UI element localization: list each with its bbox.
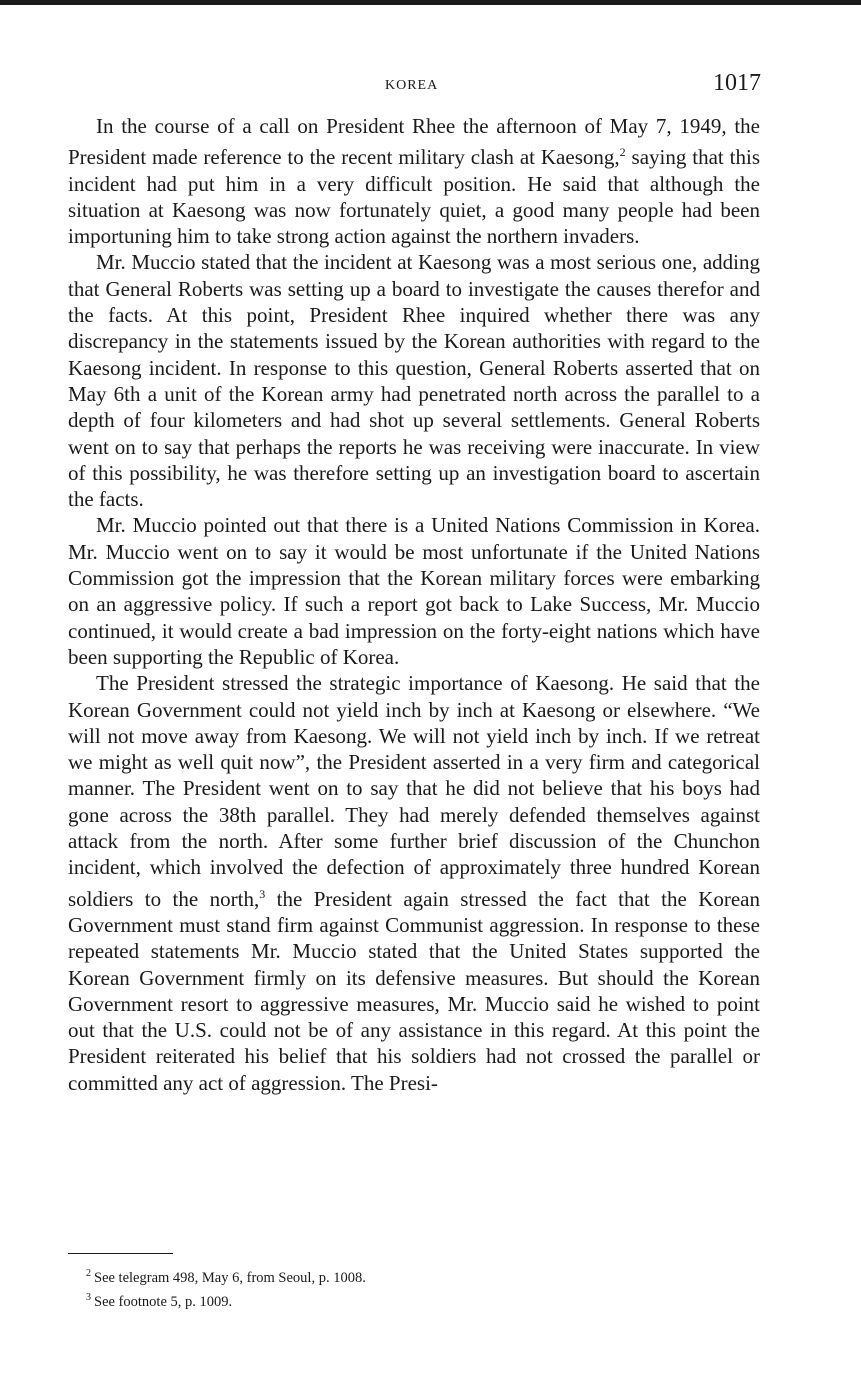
- footnote-ref-3: 3: [259, 886, 266, 901]
- footnote-3: $^3$ See footnote 5, p. 1009.: [86, 1291, 233, 1310]
- footnote-divider: [68, 1253, 173, 1254]
- paragraph-4: The President stressed the strategic importance of Kaesong. He said that the Korean Government could not yield inch by inch at Kaesong or elsewhere. “We will not move away from Kaesong. We will not yield inch by inch. If we retreat we might as well quit now”, the President asserted in a very firm and categorical manner. The President went on to say that he did not believe that his boys had gone across the 38th parallel. They had merely defended themselves against attack from the north. After some further brief discussion of the Chunchon incident, which involved the defection of approximately three hundred Korean soldiers to the north,$^3$ the President again stressed the fact that the Korean Government must stand firm against Communist aggression. In response to these repeated statements Mr. Muccio stated that the United States supported the Korean Government firmly on its defensive measures. But should the Korean Government resort to aggressive measures, Mr. Muccio said he wished to point out that the U.S. could not be of any assistance in this regard. At this point the President reiterated his belief that his soldiers had not crossed the parallel or committed any act of aggression. The Presi-: [68, 671, 760, 1095]
- paragraph-1: In the course of a call on President Rhee the afternoon of May 7, 1949, the President made reference to the recent military clash at Kaesong,$^2$ saying that this incident had put him in a very difficult position. He said that although the situation at Kaesong was now fortunately quiet, a good many people had been importuning him to take strong action against the northern invaders.: [68, 114, 760, 249]
- page-number: 1017: [713, 70, 761, 96]
- page-header: [0, 70, 861, 106]
- footnote-ref-2: 2: [619, 145, 626, 160]
- running-title: KOREA: [385, 78, 439, 93]
- top-border-rule: [0, 0, 861, 5]
- paragraph-3: Mr. Muccio pointed out that there is a United Nations Commission in Korea. Mr. Muccio went on to say it would be most unfortunate if the United Nations Commission got the impression that the Korean military forces were embarking on an aggressive policy. If such a report got back to Lake Success, Mr. Muccio continued, it would create a bad impression on the forty-eight nations which have been supporting the Republic of Korea.: [68, 513, 760, 669]
- footnote-2: $^2$ See telegram 498, May 6, from Seoul, p. 1008.: [86, 1268, 366, 1286]
- paragraph-2: Mr. Muccio stated that the incident at Kaesong was a most serious one, adding that General Roberts was setting up a board to investigate the causes therefor and the facts. At this point, President Rhee inquired whether there was any discrepancy in the statements issued by the Korean authorities with regard to the Kaesong incident. In response to this question, General Roberts asserted that on May 6th a unit of the Korean army had penetrated north across the parallel to a depth of four kilometers and had shot up several settlements. General Roberts went on to say that perhaps the reports he was receiving were inaccurate. In view of this possibility, he was therefore setting up an investigation board to ascertain the facts.: [68, 250, 760, 512]
- footnotes: [86, 1264, 766, 1312]
- body-text: [68, 113, 760, 1096]
